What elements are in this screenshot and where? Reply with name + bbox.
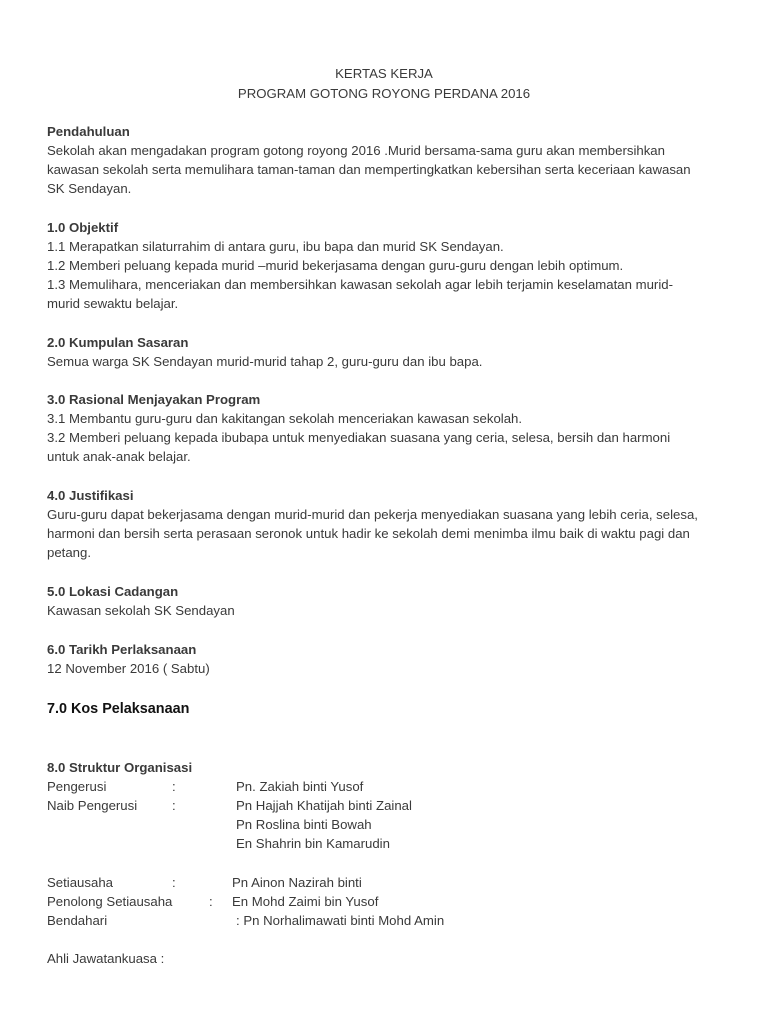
rationale-line: 3.1 Membantu guru-guru dan kakitangan sekolah menceriakan kawasan sekolah. [47, 411, 523, 426]
target-line: Semua warga SK Sendayan murid-murid tahap 2, guru-guru dan ibu bapa. [47, 354, 483, 369]
vice-name: Pn Hajjah Khatijah binti Zainal [236, 798, 412, 813]
vice-name: En Shahrin bin Kamarudin [236, 836, 390, 851]
justification-line: Guru-guru dapat bekerjasama dengan murid-murid dan pekerja menyediakan suasana yang lebih ceria, selesa, [47, 507, 698, 522]
asst-secretary-label: Penolong Setiausaha [47, 894, 173, 909]
rationale-line: untuk anak-anak belajar. [47, 449, 191, 464]
asst-secretary-colon: : [209, 894, 213, 909]
date-line: 12 November 2016 ( Sabtu) [47, 661, 210, 676]
secretary-colon: : [172, 875, 176, 890]
document-title: KERTAS KERJA [335, 66, 433, 81]
target-heading: 2.0 Kumpulan Sasaran [47, 335, 189, 350]
intro-line: kawasan sekolah serta memulihara taman-taman dan mempertingkatkan kebersihan serta keceriaan kawasan [47, 162, 691, 177]
chair-name: Pn. Zakiah binti Yusof [236, 779, 364, 794]
secretary-name: Pn Ainon Nazirah binti [232, 875, 362, 890]
chair-colon: : [172, 779, 176, 794]
intro-line: SK Sendayan. [47, 181, 132, 196]
objective-line: 1.1 Merapatkan silaturrahim di antara guru, ibu bapa dan murid SK Sendayan. [47, 239, 504, 254]
treasurer-label: Bendahari [47, 913, 108, 928]
cost-heading: 7.0 Kos Pelaksanaan [47, 701, 190, 717]
committee-label: Ahli Jawatankuasa : [47, 951, 165, 966]
intro-heading: Pendahuluan [47, 124, 130, 139]
location-line: Kawasan sekolah SK Sendayan [47, 603, 235, 618]
vice-label: Naib Pengerusi [47, 798, 138, 813]
location-heading: 5.0 Lokasi Cadangan [47, 584, 179, 599]
objective-line: 1.2 Memberi peluang kepada murid –murid bekerjasama dengan guru-guru dengan lebih optimum. [47, 258, 624, 273]
justification-heading: 4.0 Justifikasi [47, 488, 134, 503]
rationale-line: 3.2 Memberi peluang kepada ibubapa untuk menyediakan suasana yang ceria, selesa, bersih dan harmoni [47, 430, 671, 445]
secretary-label: Setiausaha [47, 875, 113, 890]
asst-secretary-name: En Mohd Zaimi bin Yusof [232, 894, 379, 909]
objective-heading: 1.0 Objektif [47, 220, 119, 235]
rationale-heading: 3.0 Rasional Menjayakan Program [47, 392, 261, 407]
objective-line: murid sewaktu belajar. [47, 296, 179, 311]
justification-line: harmoni dan bersih serta perasaan seronok untuk hadir ke sekolah demi menimba ilmu baik di waktu pagi dan [47, 526, 690, 541]
vice-name: Pn Roslina binti Bowah [236, 817, 372, 832]
intro-line: Sekolah akan mengadakan program gotong royong 2016 .Murid bersama-sama guru akan membersihkan [47, 143, 665, 158]
justification-line: petang. [47, 545, 91, 560]
treasurer-name: : Pn Norhalimawati binti Mohd Amin [236, 913, 445, 928]
document-subtitle: PROGRAM GOTONG ROYONG PERDANA 2016 [237, 86, 531, 101]
chair-label: Pengerusi [47, 779, 107, 794]
objective-line: 1.3 Memulihara, menceriakan dan membersihkan kawasan sekolah agar lebih terjamin keselamatan murid- [47, 277, 673, 292]
date-heading: 6.0 Tarikh Perlaksanaan [47, 642, 197, 657]
vice-colon: : [172, 798, 176, 813]
organization-heading: 8.0 Struktur Organisasi [47, 760, 193, 775]
